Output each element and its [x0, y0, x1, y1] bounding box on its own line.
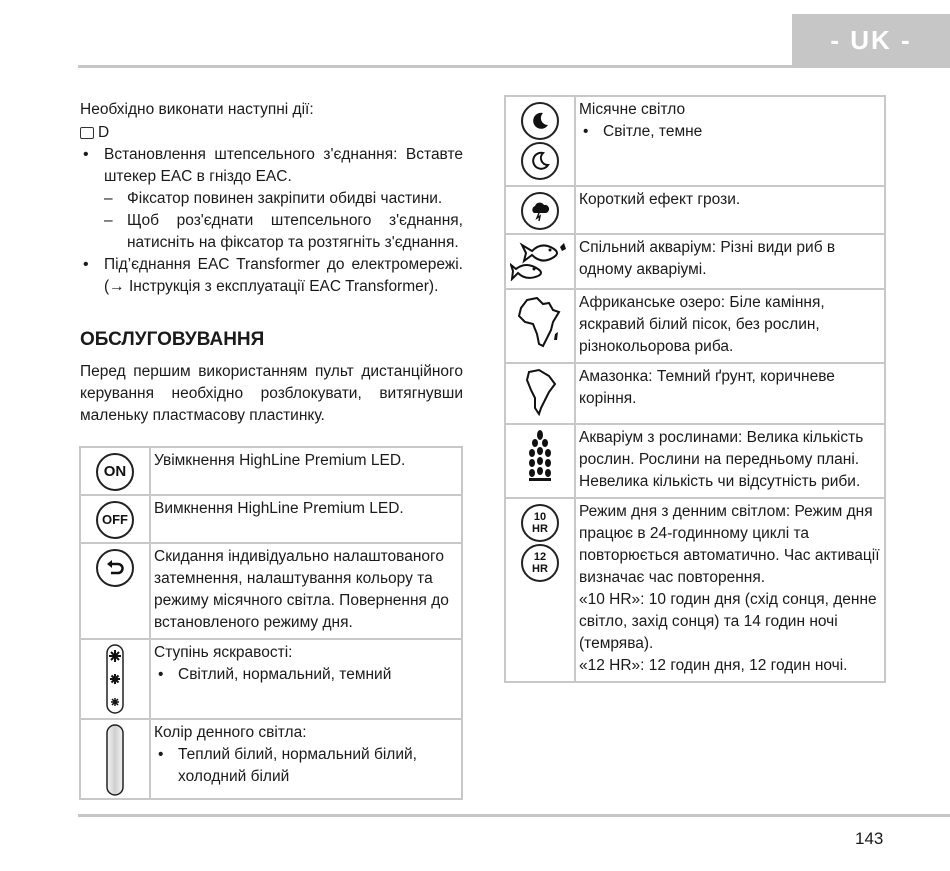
icon-label: HR	[532, 563, 548, 575]
table-row	[80, 447, 462, 495]
table-row	[505, 363, 885, 424]
cell-text: Колір денного світла:	[154, 724, 307, 741]
brightness-slider-icon	[105, 644, 125, 714]
table-cell: Скидання індивідуально налаштованого затемнення, налаштування кольору та режиму місячного світла. Повернення до встановленого режиму дня.	[150, 543, 462, 639]
checkbox-label: D	[98, 124, 110, 141]
remote-buttons-table	[79, 446, 463, 800]
table-row	[505, 234, 885, 289]
cell-bullet: • Світлий, нормальний, темний	[154, 664, 457, 686]
off-button-icon: OFF	[96, 501, 134, 539]
table-cell: Увімкнення HighLine Premium LED.	[150, 447, 462, 495]
table-cell: Акваріум з рослинами: Велика кількість рослин. Рослини на передньому плані. Невелика кількість чи відсутність риби.	[575, 424, 885, 498]
table-cell	[575, 96, 885, 186]
day-mode-12hr-icon	[521, 544, 559, 582]
table-cell: Африканське озеро: Біле каміння, яскравий білий пісок, без рослин, різнокольорова риба.	[575, 289, 885, 363]
step-list	[80, 144, 463, 298]
table-row	[505, 424, 885, 498]
checkbox-icon	[80, 127, 94, 139]
language-tab: - UK -	[792, 14, 950, 66]
day-mode-10hr-icon	[521, 504, 559, 542]
cell-bullet: • Теплий білий, нормальний білий, холодний білий	[154, 744, 457, 788]
icon-cell	[505, 96, 575, 186]
table-cell	[575, 498, 885, 682]
footer-rule	[78, 814, 950, 817]
table-cell: Амазонка: Темний ґрунт, коричневе коріння.	[575, 363, 885, 424]
icon-cell	[505, 289, 575, 363]
table-row	[505, 96, 885, 186]
icon-cell	[505, 234, 575, 289]
table-row	[80, 543, 462, 639]
header-rule	[78, 65, 950, 68]
section-text: Перед першим використанням пульт дистанційного керування необхідно розблокувати, витягнувши маленьку пластмасову пластинку.	[80, 363, 463, 424]
icon-cell	[80, 719, 150, 799]
moon-icon	[521, 142, 559, 180]
table-cell: Спільний акваріум: Різні види риб в одному акваріумі.	[575, 234, 885, 289]
icon-cell	[505, 186, 575, 234]
south-america-map-icon	[523, 368, 557, 416]
modes-table	[504, 95, 886, 683]
plants-icon	[526, 429, 554, 483]
page-number: 143	[855, 829, 884, 848]
sub-list	[104, 188, 463, 254]
cell-text: Ступінь яскравості:	[154, 644, 293, 661]
icon-cell	[80, 639, 150, 719]
moon-icon	[521, 102, 559, 140]
table-cell	[150, 639, 462, 719]
table-row	[505, 498, 885, 682]
left-column	[80, 99, 463, 427]
table-cell	[150, 719, 462, 799]
cell-text: Режим дня з денним світлом: Режим дня працює в 24-годинному циклі та повторюється автоматично. Час активації визначає час повторення.	[579, 503, 880, 586]
on-button-icon: ON	[96, 453, 134, 491]
storm-cloud-icon	[521, 192, 559, 230]
cell-text: «10 HR»: 10 годин дня (схід сонця, денне світло, захід сонця) та 14 годин ночі (темрява).	[579, 591, 877, 652]
table-row	[80, 719, 462, 799]
reset-arrow-icon	[96, 549, 134, 587]
sub-list-item: – Щоб роз'єднати штепсельного з'єднання, натисніть на фіксатор та розтягніть з'єднання.	[104, 210, 463, 254]
cell-bullet: • Світле, темне	[579, 121, 880, 143]
icon-label: 10	[533, 511, 547, 523]
fish-icon	[510, 239, 570, 281]
table-cell: Короткий ефект грози.	[575, 186, 885, 234]
table-row	[505, 289, 885, 363]
icon-cell	[80, 447, 150, 495]
table-row	[80, 495, 462, 543]
color-slider-icon	[105, 724, 125, 796]
table-row	[80, 639, 462, 719]
cell-text: Місячне світло	[579, 101, 686, 118]
list-item-text: Встановлення штепсельного з'єднання: Вставте штекер EAC в гніздо EAC.	[104, 146, 463, 185]
icon-label: HR	[532, 523, 548, 535]
icon-cell	[80, 543, 150, 639]
icon-cell	[505, 363, 575, 424]
table-row	[505, 186, 885, 234]
steps-label: Необхідно виконати наступні дії:	[80, 101, 314, 118]
africa-map-icon	[515, 294, 565, 348]
table-cell: Вимкнення HighLine Premium LED.	[150, 495, 462, 543]
icon-label: 12	[533, 551, 547, 563]
section-heading: ОБСЛУГОВУВАННЯ	[80, 329, 265, 350]
list-item: • Під’єднання EAC Transformer до електромережі. (→ Інструкція з експлуатації EAC Transformer).	[80, 254, 463, 298]
icon-cell	[505, 498, 575, 682]
sub-list-item: – Фіксатор повинен закріпити обидві частини.	[104, 188, 463, 210]
cell-text: «12 HR»: 12 годин дня, 12 годин ночі.	[579, 657, 848, 674]
list-item	[80, 144, 463, 254]
icon-cell	[505, 424, 575, 498]
checkbox-line	[80, 122, 463, 144]
icon-cell	[80, 495, 150, 543]
